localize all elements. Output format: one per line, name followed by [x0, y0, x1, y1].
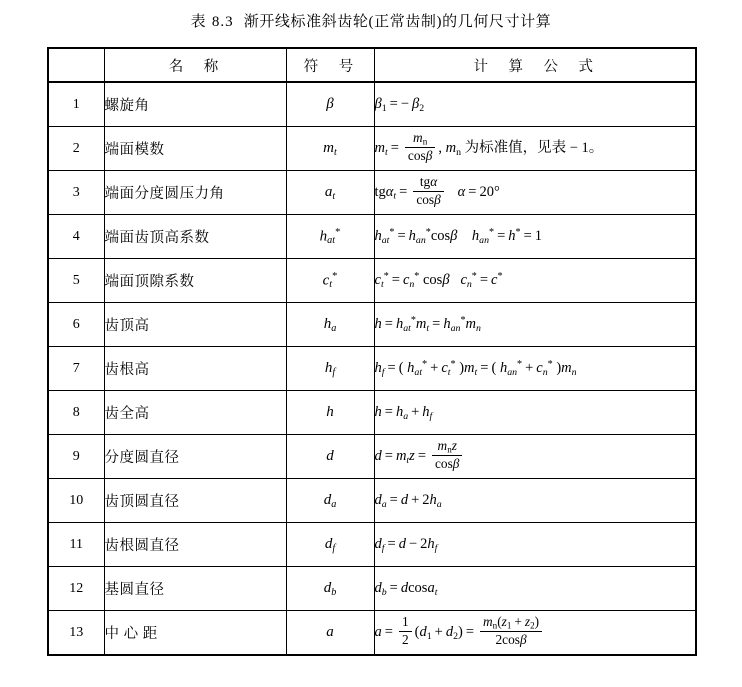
table-row [48, 215, 696, 259]
row-index: 2 [48, 127, 104, 171]
row-symbol: $d_a$ [286, 479, 374, 523]
table-row [48, 127, 696, 171]
table-row [48, 611, 696, 656]
table-header-row [48, 48, 696, 82]
row-index: 3 [48, 171, 104, 215]
row-name: 端面分度圆压力角 [104, 171, 286, 215]
row-symbol: a [286, 611, 374, 656]
table-row [48, 259, 696, 303]
row-name: 齿顶高 [104, 303, 286, 347]
table-row [48, 82, 696, 127]
row-formula: a = $\frac{1}{2}$ (d1 + d2) = $\frac{mn(z1 + z2)}{2\cos\beta}$ [374, 611, 696, 656]
table-row [48, 479, 696, 523]
row-name: 齿全高 [104, 391, 286, 435]
row-name: 基圆直径 [104, 567, 286, 611]
row-formula: $h_{at}^* = h_{an}^*\cos\beta$ $h_{an}^* = h^* = 1$ [374, 215, 696, 259]
row-index: 5 [48, 259, 104, 303]
row-index: 8 [48, 391, 104, 435]
table-row [48, 391, 696, 435]
row-index: 10 [48, 479, 104, 523]
row-formula: $d_f = d - 2h_f$ [374, 523, 696, 567]
row-symbol: β [286, 82, 374, 127]
table-row [48, 171, 696, 215]
row-symbol: $h_{at}^*$ [286, 215, 374, 259]
row-index: 13 [48, 611, 104, 656]
caption-label: 表 [190, 14, 208, 30]
row-formula: $h = h_{at}^*m_t = h_{an}^*m_n$ [374, 303, 696, 347]
row-formula: $h = h_a + h_f$ [374, 391, 696, 435]
table-row [48, 523, 696, 567]
row-formula: $m_t$ = $\frac{mn}{\cos\beta}$ , mn 为标准值，见表 − 1。 [374, 127, 696, 171]
caption-number: 8.3 [211, 14, 234, 30]
row-formula: $h_f$ = ( $h_{at}^* + c_t^*$ )$m_t$ = ( $h_{an}^* + c_n^*$ )$m_n$ [374, 347, 696, 391]
row-symbol: $d_b$ [286, 567, 374, 611]
header-cell-symbol: 符 号 [286, 48, 374, 82]
row-formula: $d_b = dcosa_t$ [374, 567, 696, 611]
row-formula: $d = m_tz$ = $\frac{\text{mnz}}{\cos\beta}$ [374, 435, 696, 479]
table-header [48, 48, 696, 82]
row-name: 中 心 距 [104, 611, 286, 656]
row-symbol: $c_t^*$ [286, 259, 374, 303]
row-symbol: $m_t$ [286, 127, 374, 171]
row-symbol: $h_f$ [286, 347, 374, 391]
table-row [48, 567, 696, 611]
row-name: 端面齿顶高系数 [104, 215, 286, 259]
row-index: 7 [48, 347, 104, 391]
row-index: 12 [48, 567, 104, 611]
row-name: 齿根圆直径 [104, 523, 286, 567]
row-index: 6 [48, 303, 104, 347]
row-name: 分度圆直径 [104, 435, 286, 479]
header-cell-name: 名 称 [104, 48, 286, 82]
header-cell-formula: 计 算 公 式 [374, 48, 696, 82]
row-name: 端面模数 [104, 127, 286, 171]
header-cell-index [48, 48, 104, 82]
row-symbol: $h_a$ [286, 303, 374, 347]
table-row [48, 435, 696, 479]
row-symbol: $a_t$ [286, 171, 374, 215]
table-row [48, 347, 696, 391]
row-formula: $c_t^* = c_n^*$ cosβ $c_n^* = c^*$ [374, 259, 696, 303]
row-name: 齿顶圆直径 [104, 479, 286, 523]
row-symbol: h [286, 391, 374, 435]
table-caption [0, 10, 742, 31]
row-formula: tgα$_t$ = $\frac{\text{tgα}}{\cos\beta}$ α = 20° [374, 171, 696, 215]
row-index: 11 [48, 523, 104, 567]
row-formula: $d_a = d + 2h_a$ [374, 479, 696, 523]
table-body [48, 82, 696, 655]
row-name: 齿根高 [104, 347, 286, 391]
geometry-table [47, 47, 697, 656]
row-formula: β1 = − β2 [374, 82, 696, 127]
row-symbol: $d_f$ [286, 523, 374, 567]
row-index: 4 [48, 215, 104, 259]
row-index: 9 [48, 435, 104, 479]
row-index: 1 [48, 82, 104, 127]
caption-title: 渐开线标准斜齿轮(正常齿制)的几何尺寸计算 [243, 14, 552, 30]
row-symbol: d [286, 435, 374, 479]
table-row [48, 303, 696, 347]
row-name: 螺旋角 [104, 82, 286, 127]
row-name: 端面顶隙系数 [104, 259, 286, 303]
